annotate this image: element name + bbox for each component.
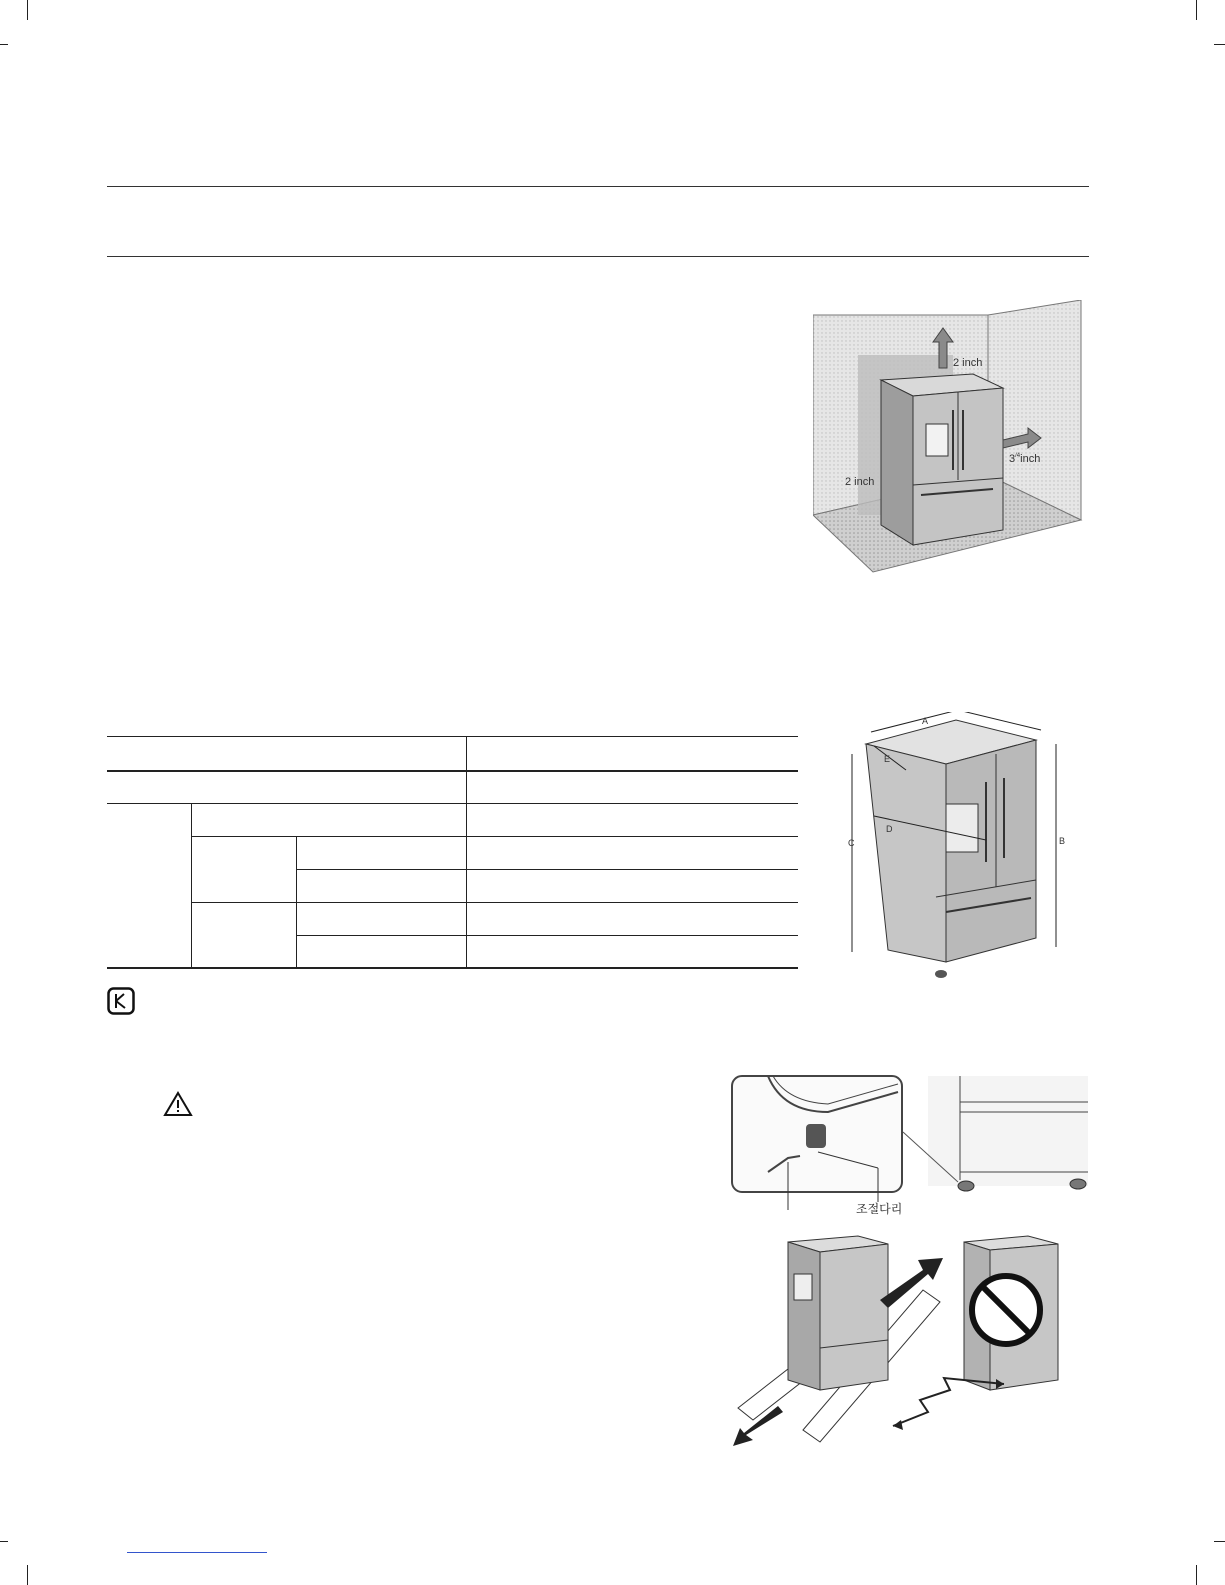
- note-icon: [107, 987, 135, 1015]
- table-rule: [191, 902, 798, 903]
- header-rule-top: [107, 186, 1089, 187]
- table-rule: [107, 736, 798, 737]
- table-rule: [107, 803, 798, 804]
- table-rule: [296, 836, 297, 969]
- table-rule: [191, 836, 798, 837]
- crop-mark: [27, 1565, 28, 1585]
- dimension-c-label: C: [848, 838, 855, 848]
- crop-mark: [1214, 44, 1225, 45]
- crop-mark: [27, 0, 28, 20]
- top-clearance-label: 2 inch: [953, 357, 983, 369]
- table-rule: [296, 935, 798, 936]
- clearance-figure: [813, 300, 1088, 575]
- dimension-b-label: B: [1059, 836, 1066, 846]
- back-clearance-label: 2 inch: [845, 476, 875, 488]
- header-rule-bottom: [107, 256, 1089, 257]
- dimension-table: [107, 736, 798, 969]
- dimension-e-label: E: [884, 754, 891, 764]
- table-rule: [107, 967, 798, 969]
- table-rule: [466, 736, 467, 969]
- dimension-a-label: A: [922, 716, 929, 726]
- leveling-leg-label: 조절다리: [856, 1202, 903, 1216]
- moving-figure: [728, 1230, 1073, 1450]
- warning-icon: [163, 1091, 193, 1117]
- dimensions-figure: [836, 712, 1076, 987]
- crop-mark: [0, 1541, 8, 1542]
- table-rule: [296, 869, 798, 870]
- crop-mark: [1214, 1541, 1225, 1542]
- side-clearance-label: $3^{/4}inch$: [1009, 453, 1041, 465]
- table-rule: [107, 770, 798, 772]
- leveling-figure: [728, 1072, 1093, 1212]
- crop-mark: [1196, 1565, 1197, 1585]
- table-rule: [191, 803, 192, 969]
- crop-mark: [0, 44, 8, 45]
- crop-mark: [1196, 0, 1197, 20]
- footer-link[interactable]: [127, 1552, 267, 1553]
- dimension-d-label: D: [886, 824, 893, 834]
